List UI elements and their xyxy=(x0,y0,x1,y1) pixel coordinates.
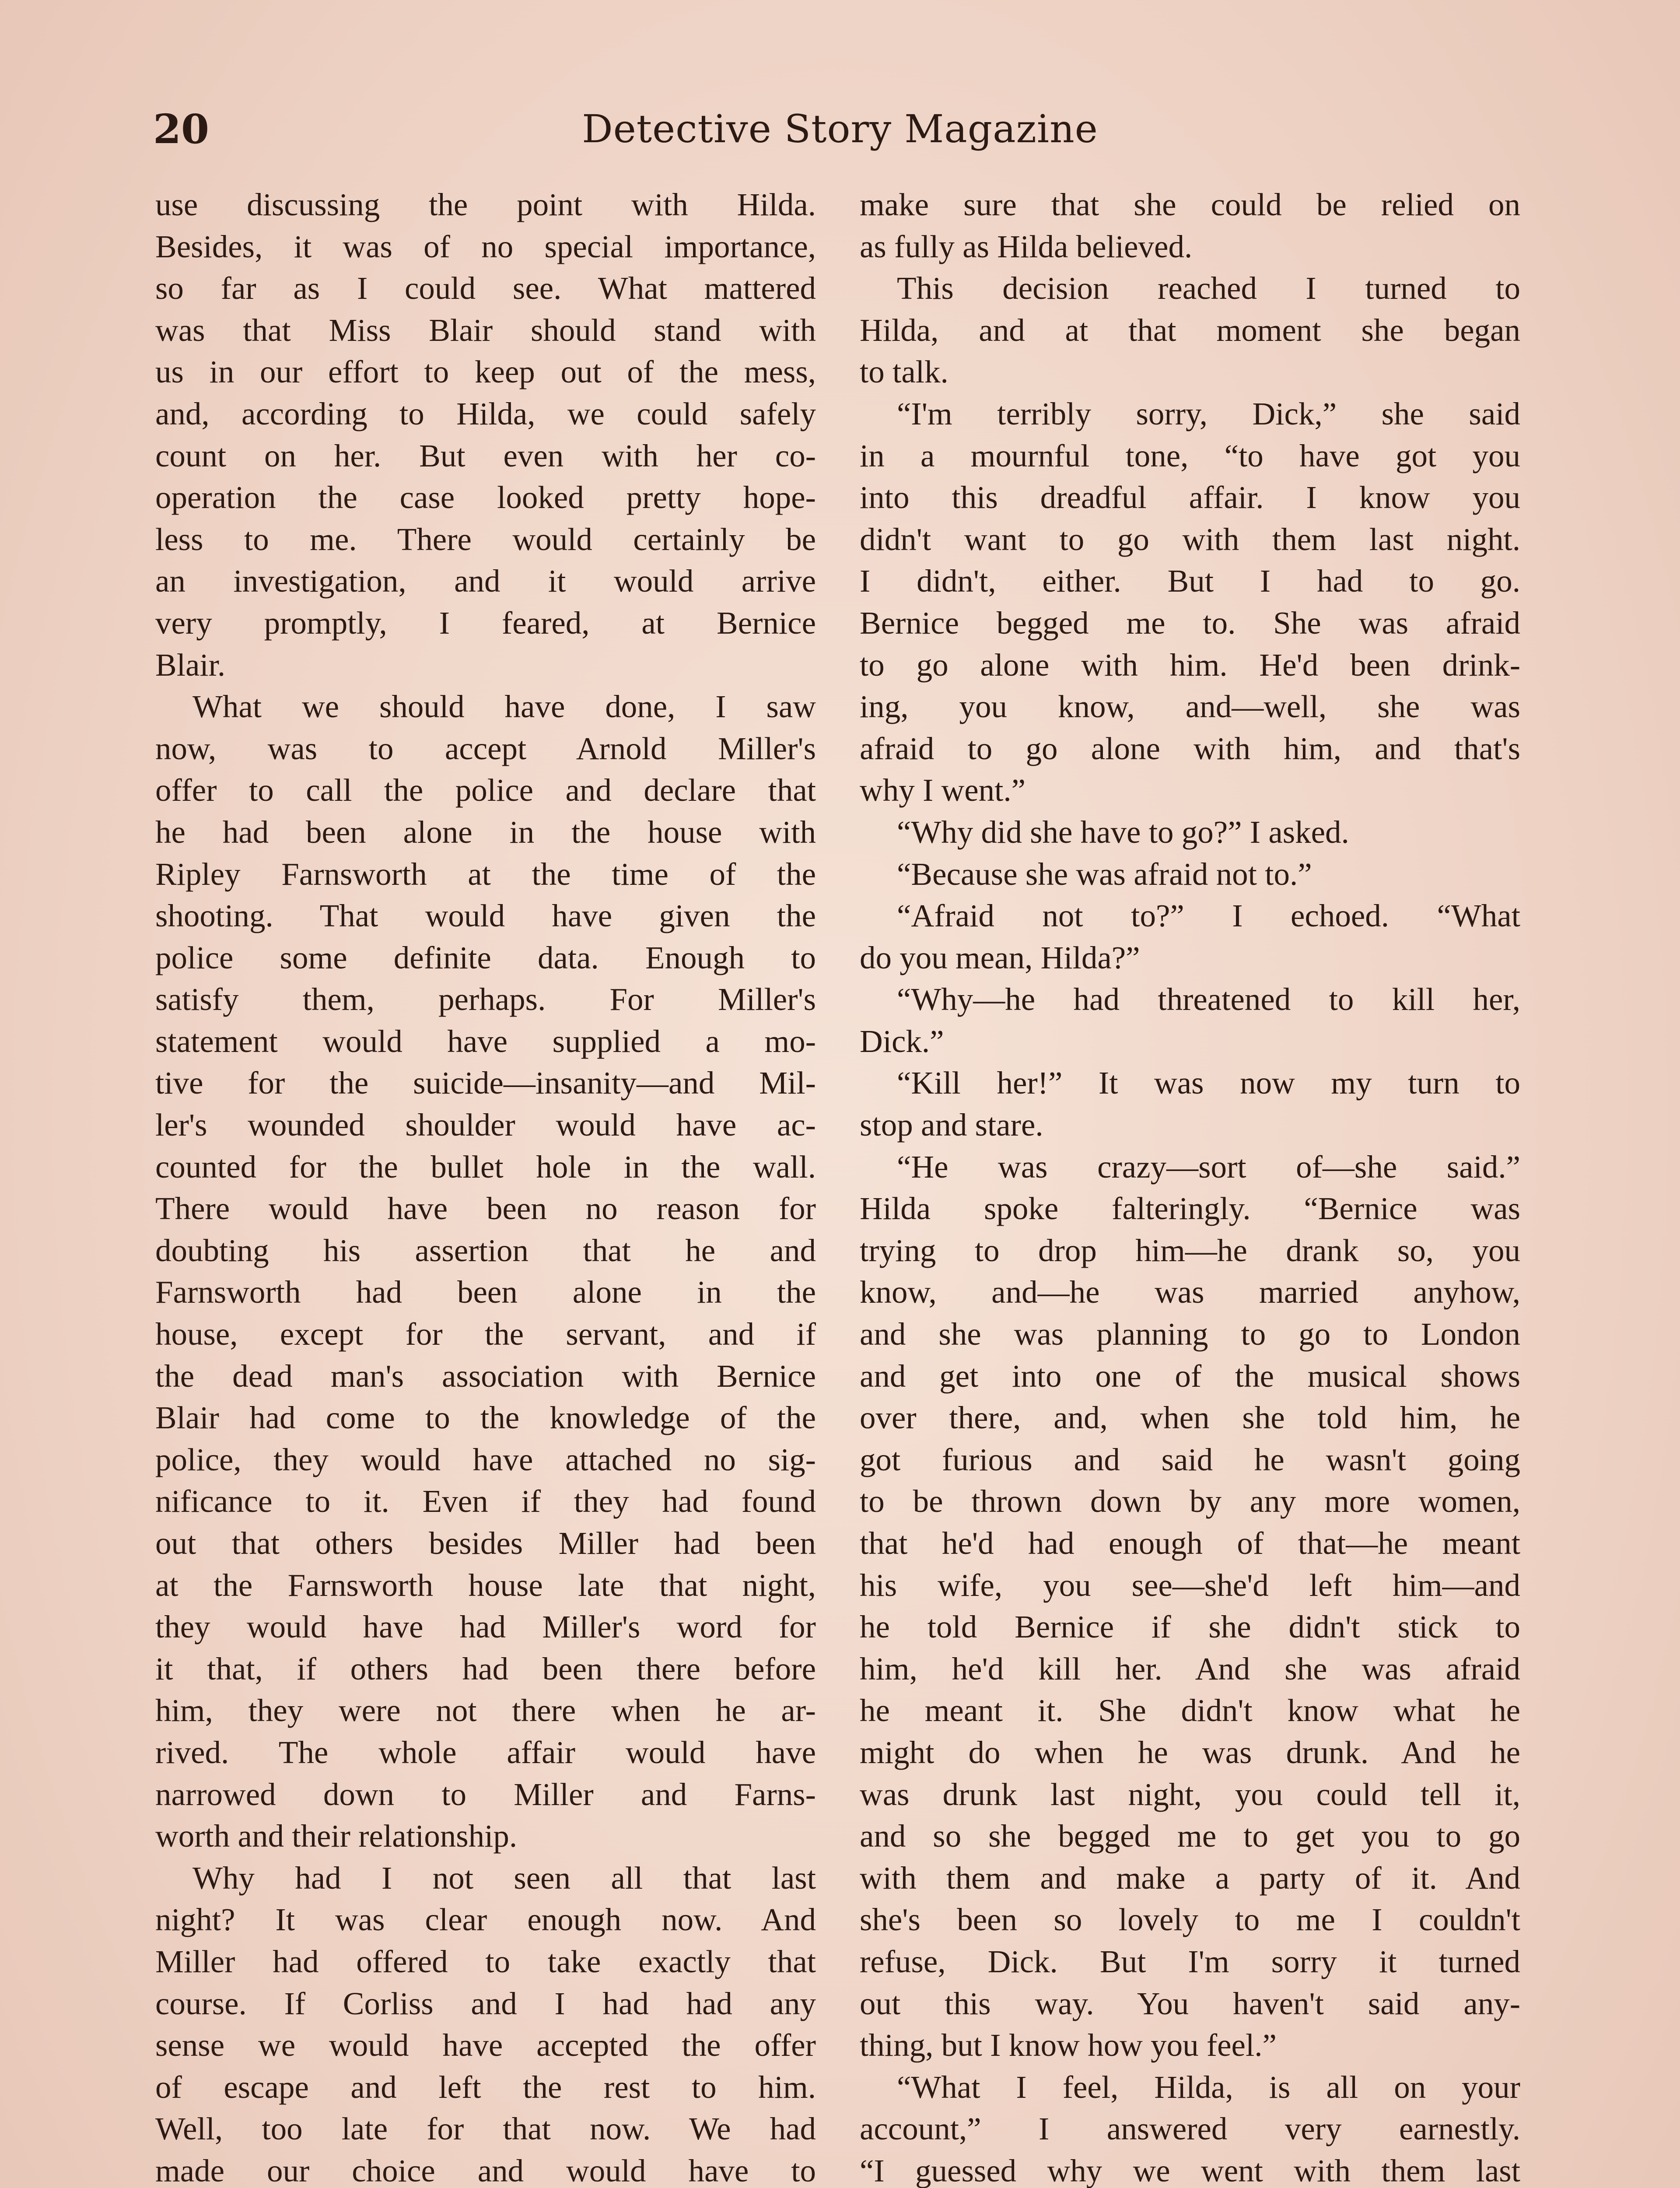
text-line: Why had I not seen all that last xyxy=(192,1860,816,1896)
text-line: know, and—he was married anyhow, xyxy=(860,1274,1520,1310)
text-line: over there, and, when she told him, he xyxy=(860,1400,1520,1436)
text-line: she's been so lovely to me I couldn't xyxy=(860,1902,1520,1938)
text-line: “What I feel, Hilda, is all on your xyxy=(897,2069,1520,2105)
text-line: counted for the bullet hole in the wall. xyxy=(155,1149,816,1185)
text-line: Blair had come to the knowledge of the xyxy=(155,1400,816,1436)
text-line: made our choice and would have to xyxy=(155,2153,816,2188)
left-text-column xyxy=(155,184,816,2188)
text-line: ing, you know, and—well, she was xyxy=(860,689,1520,725)
text-line: nificance to it. Even if they had found xyxy=(155,1483,816,1519)
text-line: Dick.” xyxy=(860,1023,944,1059)
text-line: “He was crazy—sort of—she said.” xyxy=(897,1149,1520,1185)
text-line: less to me. There would certainly be xyxy=(155,521,816,557)
text-line: This decision reached I turned to xyxy=(897,270,1520,306)
text-line: got furious and said he wasn't going xyxy=(860,1441,1520,1477)
text-line: narrowed down to Miller and Farns- xyxy=(155,1776,816,1812)
text-line: worth and their relationship. xyxy=(155,1818,518,1854)
text-line: that he'd had enough of that—he meant xyxy=(860,1525,1520,1561)
text-line: he told Bernice if she didn't stick to xyxy=(860,1609,1520,1645)
text-line: to go alone with him. He'd been drink- xyxy=(860,647,1520,683)
text-line: him, they were not there when he ar- xyxy=(155,1693,816,1729)
text-line: to talk. xyxy=(860,354,948,390)
text-line: course. If Corliss and I had had any xyxy=(155,1985,816,2021)
text-line: to be thrown down by any more women, xyxy=(860,1483,1520,1519)
text-line: Hilda, and at that moment she began xyxy=(860,312,1520,348)
text-line: refuse, Dick. But I'm sorry it turned xyxy=(860,1943,1520,1979)
text-line: use discussing the point with Hilda. xyxy=(155,187,816,222)
text-line: police some definite data. Enough to xyxy=(155,940,816,975)
text-line: Miller had offered to take exactly that xyxy=(155,1943,816,1979)
text-line: so far as I could see. What mattered xyxy=(155,270,816,306)
text-line: “Why—he had threatened to kill her, xyxy=(897,982,1520,1017)
text-line: Blair. xyxy=(155,647,226,683)
text-line: Well, too late for that now. We had xyxy=(155,2111,816,2147)
text-line: afraid to go alone with him, and that's xyxy=(860,730,1520,766)
text-line: with them and make a party of it. And xyxy=(860,1860,1520,1896)
text-line: he had been alone in the house with xyxy=(155,814,816,850)
text-line: as fully as Hilda believed. xyxy=(860,228,1193,264)
text-line: Ripley Farnsworth at the time of the xyxy=(155,856,816,892)
text-line: it that, if others had been there before xyxy=(155,1651,816,1687)
text-line: “Afraid not to?” I echoed. “What xyxy=(897,898,1520,934)
text-line: police, they would have attached no sig- xyxy=(155,1441,816,1477)
text-line: was drunk last night, you could tell it, xyxy=(860,1776,1520,1812)
text-line: into this dreadful affair. I know you xyxy=(860,480,1520,515)
text-line: doubting his assertion that he and xyxy=(155,1232,816,1268)
text-line: him, he'd kill her. And she was afraid xyxy=(860,1651,1520,1687)
text-line: account,” I answered very earnestly. xyxy=(860,2111,1520,2147)
text-line: do you mean, Hilda?” xyxy=(860,940,1140,975)
text-line: might do when he was drunk. And he xyxy=(860,1734,1520,1770)
text-line: didn't want to go with them last night. xyxy=(860,521,1520,557)
text-line: I didn't, either. But I had to go. xyxy=(860,563,1520,599)
text-line: and she was planning to go to London xyxy=(860,1316,1520,1352)
text-line: and so she begged me to get you to go xyxy=(860,1818,1520,1854)
text-line: house, except for the servant, and if xyxy=(155,1316,816,1352)
text-line: satisfy them, perhaps. For Miller's xyxy=(155,982,816,1017)
text-line: “I guessed why we went with them last xyxy=(860,2153,1520,2188)
magazine-title: Detective Story Magazine xyxy=(582,106,1098,151)
text-line: out that others besides Miller had been xyxy=(155,1525,816,1561)
text-line: shooting. That would have given the xyxy=(155,898,816,934)
text-line: tive for the suicide—insanity—and Mil- xyxy=(155,1065,816,1101)
text-line: operation the case looked pretty hope- xyxy=(155,480,816,515)
text-line: stop and stare. xyxy=(860,1107,1043,1143)
text-line: There would have been no reason for xyxy=(155,1191,816,1227)
text-line: an investigation, and it would arrive xyxy=(155,563,816,599)
text-line: now, was to accept Arnold Miller's xyxy=(155,730,816,766)
text-line: statement would have supplied a mo- xyxy=(155,1023,816,1059)
text-line: he meant it. She didn't know what he xyxy=(860,1693,1520,1729)
text-line: count on her. But even with her co- xyxy=(155,438,816,473)
page-header xyxy=(153,101,1527,158)
text-line: out this way. You haven't said any- xyxy=(860,1985,1520,2021)
text-line: offer to call the police and declare that xyxy=(155,772,816,808)
text-line: sense we would have accepted the offer xyxy=(155,2027,816,2063)
text-line: rived. The whole affair would have xyxy=(155,1734,816,1770)
text-line: in a mournful tone, “to have got you xyxy=(860,438,1520,473)
text-line: us in our effort to keep out of the mess, xyxy=(155,354,816,390)
text-line: night? It was clear enough now. And xyxy=(155,1902,816,1938)
text-line: and get into one of the musical shows xyxy=(860,1358,1520,1394)
text-line: and, according to Hilda, we could safely xyxy=(155,396,816,431)
text-line: they would have had Miller's word for xyxy=(155,1609,816,1645)
text-line: thing, but I know how you feel.” xyxy=(860,2027,1277,2063)
text-line: his wife, you see—she'd left him—and xyxy=(860,1567,1520,1603)
text-line: the dead man's association with Bernice xyxy=(155,1358,816,1394)
text-line: ler's wounded shoulder would have ac- xyxy=(155,1107,816,1143)
text-line: was that Miss Blair should stand with xyxy=(155,312,816,348)
text-line: at the Farnsworth house late that night, xyxy=(155,1567,816,1603)
text-line: Besides, it was of no special importance, xyxy=(155,228,816,264)
text-line: “Why did she have to go?” I asked. xyxy=(897,814,1349,850)
right-text-column xyxy=(860,184,1520,2188)
text-line: Farnsworth had been alone in the xyxy=(155,1274,816,1310)
text-line: make sure that she could be relied on xyxy=(860,187,1520,222)
text-line: Hilda spoke falteringly. “Bernice was xyxy=(860,1191,1520,1227)
text-line: why I went.” xyxy=(860,772,1026,808)
text-line: “I'm terribly sorry, Dick,” she said xyxy=(897,396,1520,431)
text-line: very promptly, I feared, at Bernice xyxy=(155,605,816,641)
text-line: trying to drop him—he drank so, you xyxy=(860,1232,1520,1268)
text-line: Bernice begged me to. She was afraid xyxy=(860,605,1520,641)
text-line: of escape and left the rest to him. xyxy=(155,2069,816,2105)
text-line: “Because she was afraid not to.” xyxy=(897,856,1312,892)
page-number: 20 xyxy=(153,105,210,153)
text-line: “Kill her!” It was now my turn to xyxy=(897,1065,1520,1101)
text-line: What we should have done, I saw xyxy=(192,689,816,725)
